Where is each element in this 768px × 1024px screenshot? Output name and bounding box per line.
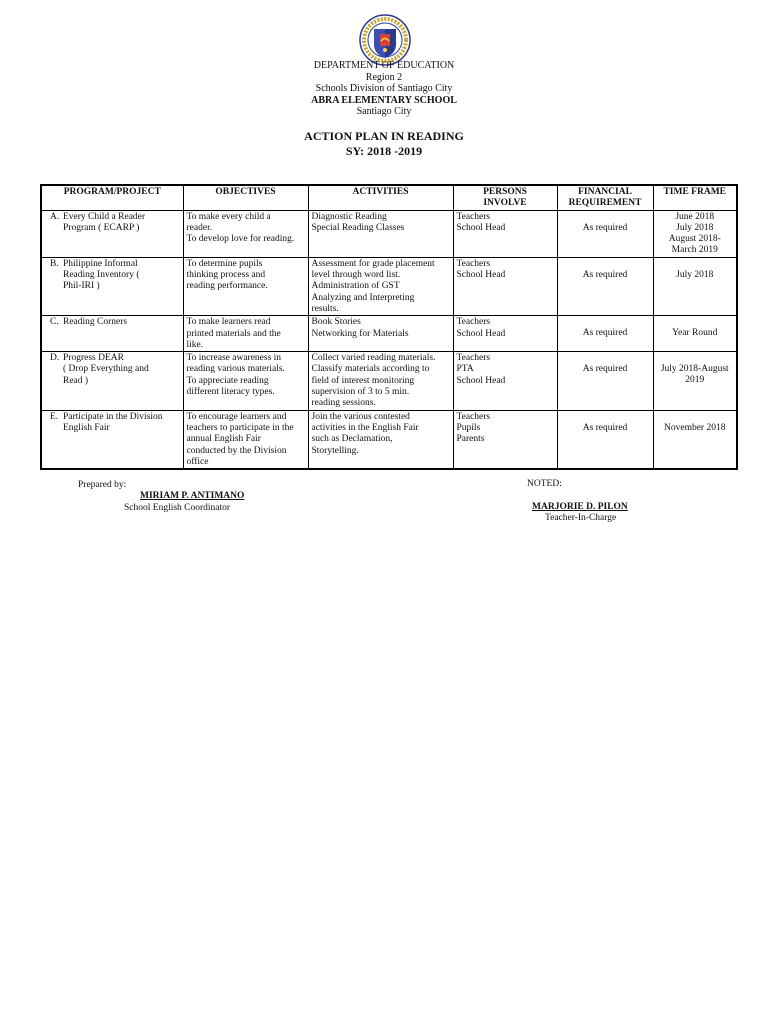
cell-time-frame [653,410,737,469]
program-letter: E. [50,411,59,422]
activity-text: Diagnostic Reading [311,211,387,222]
program-text: Progress DEAR [63,353,124,364]
objective-text: different literacy types. [186,387,275,398]
activity-text: supervision of 3 to 5 min. [311,387,410,398]
objective-text: To determine pupils [186,258,263,269]
objective-text: printed materials and the [186,328,281,339]
program-text: Reading Corners [63,317,128,328]
person-text: PTA [456,364,474,375]
cell-activities [308,257,453,315]
time-frame-text: June 2018 [675,211,715,222]
school-name: ABRA ELEMENTARY SCHOOL [311,94,457,106]
program-text: Participate in the Division [63,411,163,422]
program-letter: C. [50,317,59,328]
objective-text: teachers to participate in the [186,422,294,433]
prepared-title: School English Coordinator [124,503,231,513]
activity-text: Special Reading Classes [311,222,405,233]
time-frame-text: July 2018 [676,269,714,280]
financial-text: As required [582,422,628,433]
program-letter: B. [50,258,59,269]
objective-text: To encourage learners and [186,411,287,422]
cell-activities [308,316,453,352]
cell-financial [557,410,653,469]
program-text: Program ( ECARP ) [63,222,140,233]
cell-financial [557,352,653,410]
time-frame-text: 2019 [685,375,705,386]
objective-text: reading various materials. [186,364,285,375]
header-persons: PERSONS INVOLVE [453,185,557,210]
cell-persons [453,210,557,257]
prepared-label: Prepared by: [78,480,127,490]
person-text: Teachers [456,317,491,328]
financial-text: As required [582,269,628,280]
region-name: Region 2 [365,71,403,83]
noted-title-block [545,513,616,525]
prepared-name: MIRIAM P. ANTIMANO [140,491,245,501]
objective-text: To develop love for reading. [186,234,295,245]
objective-text: reading performance. [186,281,268,292]
cell-time-frame [653,210,737,257]
cell-program [41,257,183,315]
header-time-frame: TIME FRAME [653,185,737,210]
action-plan-table [40,184,738,470]
activity-text: activities in the English Fair [311,422,419,433]
cell-objectives [183,257,308,315]
objective-text: office [186,456,209,467]
cell-objectives [183,316,308,352]
person-text: Teachers [456,411,491,422]
cell-persons [453,352,557,410]
division-name: Schools Division of Santiago City [315,83,453,94]
program-text: Read ) [63,375,89,386]
time-frame-text: March 2019 [671,245,718,256]
person-text: Pupils [456,422,481,433]
cell-activities [308,210,453,257]
prepared-by-block [78,480,126,492]
program-text: Philippine Informal [63,258,138,269]
table-row [41,210,737,257]
time-frame-text: Year Round [672,328,718,339]
activity-text: Collect varied reading materials. [311,353,436,364]
cell-program [41,316,183,352]
cell-objectives [183,352,308,410]
activity-text: Networking for Materials [311,328,409,339]
cell-persons [453,410,557,469]
objective-text: reader. [186,222,213,233]
activity-text: such as Declamation, [311,434,393,445]
cell-time-frame [653,352,737,410]
city-name: Santiago City [356,106,412,117]
person-text: School Head [456,375,506,386]
person-text: Teachers [456,211,491,222]
table-header-row [41,185,737,210]
activity-text: level through word list. [311,270,401,281]
header-financial: FINANCIAL REQUIREMENT [557,185,653,210]
person-text: Parents [456,434,485,445]
program-text: English Fair [63,422,110,433]
header-activities: ACTIVITIES [308,185,453,210]
program-text: ( Drop Everything and [63,364,149,375]
cell-financial [557,257,653,315]
objective-text: To appreciate reading [186,375,269,386]
cell-time-frame [653,257,737,315]
objective-text: annual English Fair [186,434,261,445]
person-text: School Head [456,222,506,233]
document-title-block [0,129,768,158]
deped-seal-logo [359,14,411,66]
financial-text: As required [582,364,628,375]
activity-text: reading sessions. [311,398,376,409]
financial-text: As required [582,328,628,339]
objective-text: To increase awareness in [186,353,282,364]
cell-financial [557,210,653,257]
objective-text: To make every child a [186,211,271,222]
person-text: School Head [456,270,506,281]
time-frame-text: August 2018- [668,234,721,245]
program-text: Phil-IRI ) [63,281,100,292]
program-letter: D. [50,353,60,364]
prepared-signatory [140,491,244,503]
program-text: Reading Inventory ( [63,270,140,281]
person-text: School Head [456,328,506,339]
activity-text: Administration of GST [311,281,400,292]
noted-name: MARJORIE D. PILON [532,502,628,512]
cell-program [41,410,183,469]
department-name: DEPARTMENT OF EDUCATION [313,60,455,71]
cell-persons [453,257,557,315]
header-program: PROGRAM/PROJECT [41,185,183,210]
cell-objectives [183,210,308,257]
cell-financial [557,316,653,352]
cell-program [41,210,183,257]
cell-activities [308,352,453,410]
cell-objectives [183,410,308,469]
objective-text: thinking process and [186,270,266,281]
activity-text: Storytelling. [311,445,359,456]
activity-text: field of interest monitoring [311,375,415,386]
school-header [0,60,768,118]
program-letter: A. [50,211,60,222]
activity-text: Join the various contested [311,411,410,422]
objective-text: conducted by the Division [186,445,287,456]
activity-text: Analyzing and Interpreting [311,292,415,303]
activity-text: Book Stories [311,317,361,328]
person-text: Teachers [456,258,491,269]
school-year: SY: 2018 -2019 [345,143,423,158]
financial-text: As required [582,222,628,233]
cell-time-frame [653,316,737,352]
person-text: Teachers [456,353,491,364]
cell-program [41,352,183,410]
table-row [41,316,737,352]
time-frame-text: July 2018 [676,222,714,233]
activity-text: Classify materials according to [311,364,430,375]
header-objectives: OBJECTIVES [183,185,308,210]
program-text: Every Child a Reader [63,211,146,222]
noted-label: NOTED: [527,479,562,489]
noted-title: Teacher-In-Charge [545,513,617,523]
cell-persons [453,316,557,352]
document-title: ACTION PLAN IN READING [304,129,464,143]
noted-block [527,479,562,491]
cell-activities [308,410,453,469]
table-row [41,352,737,410]
table-row [41,410,737,469]
activity-text: results. [311,303,339,314]
table-row [41,257,737,315]
objective-text: like. [186,339,204,350]
time-frame-text: July 2018-August [660,364,729,375]
time-frame-text: November 2018 [664,422,726,433]
prepared-title-block [124,503,230,515]
noted-signatory [527,502,628,514]
activity-text: Assessment for grade placement [311,258,435,269]
objective-text: To make learners read [186,317,271,328]
